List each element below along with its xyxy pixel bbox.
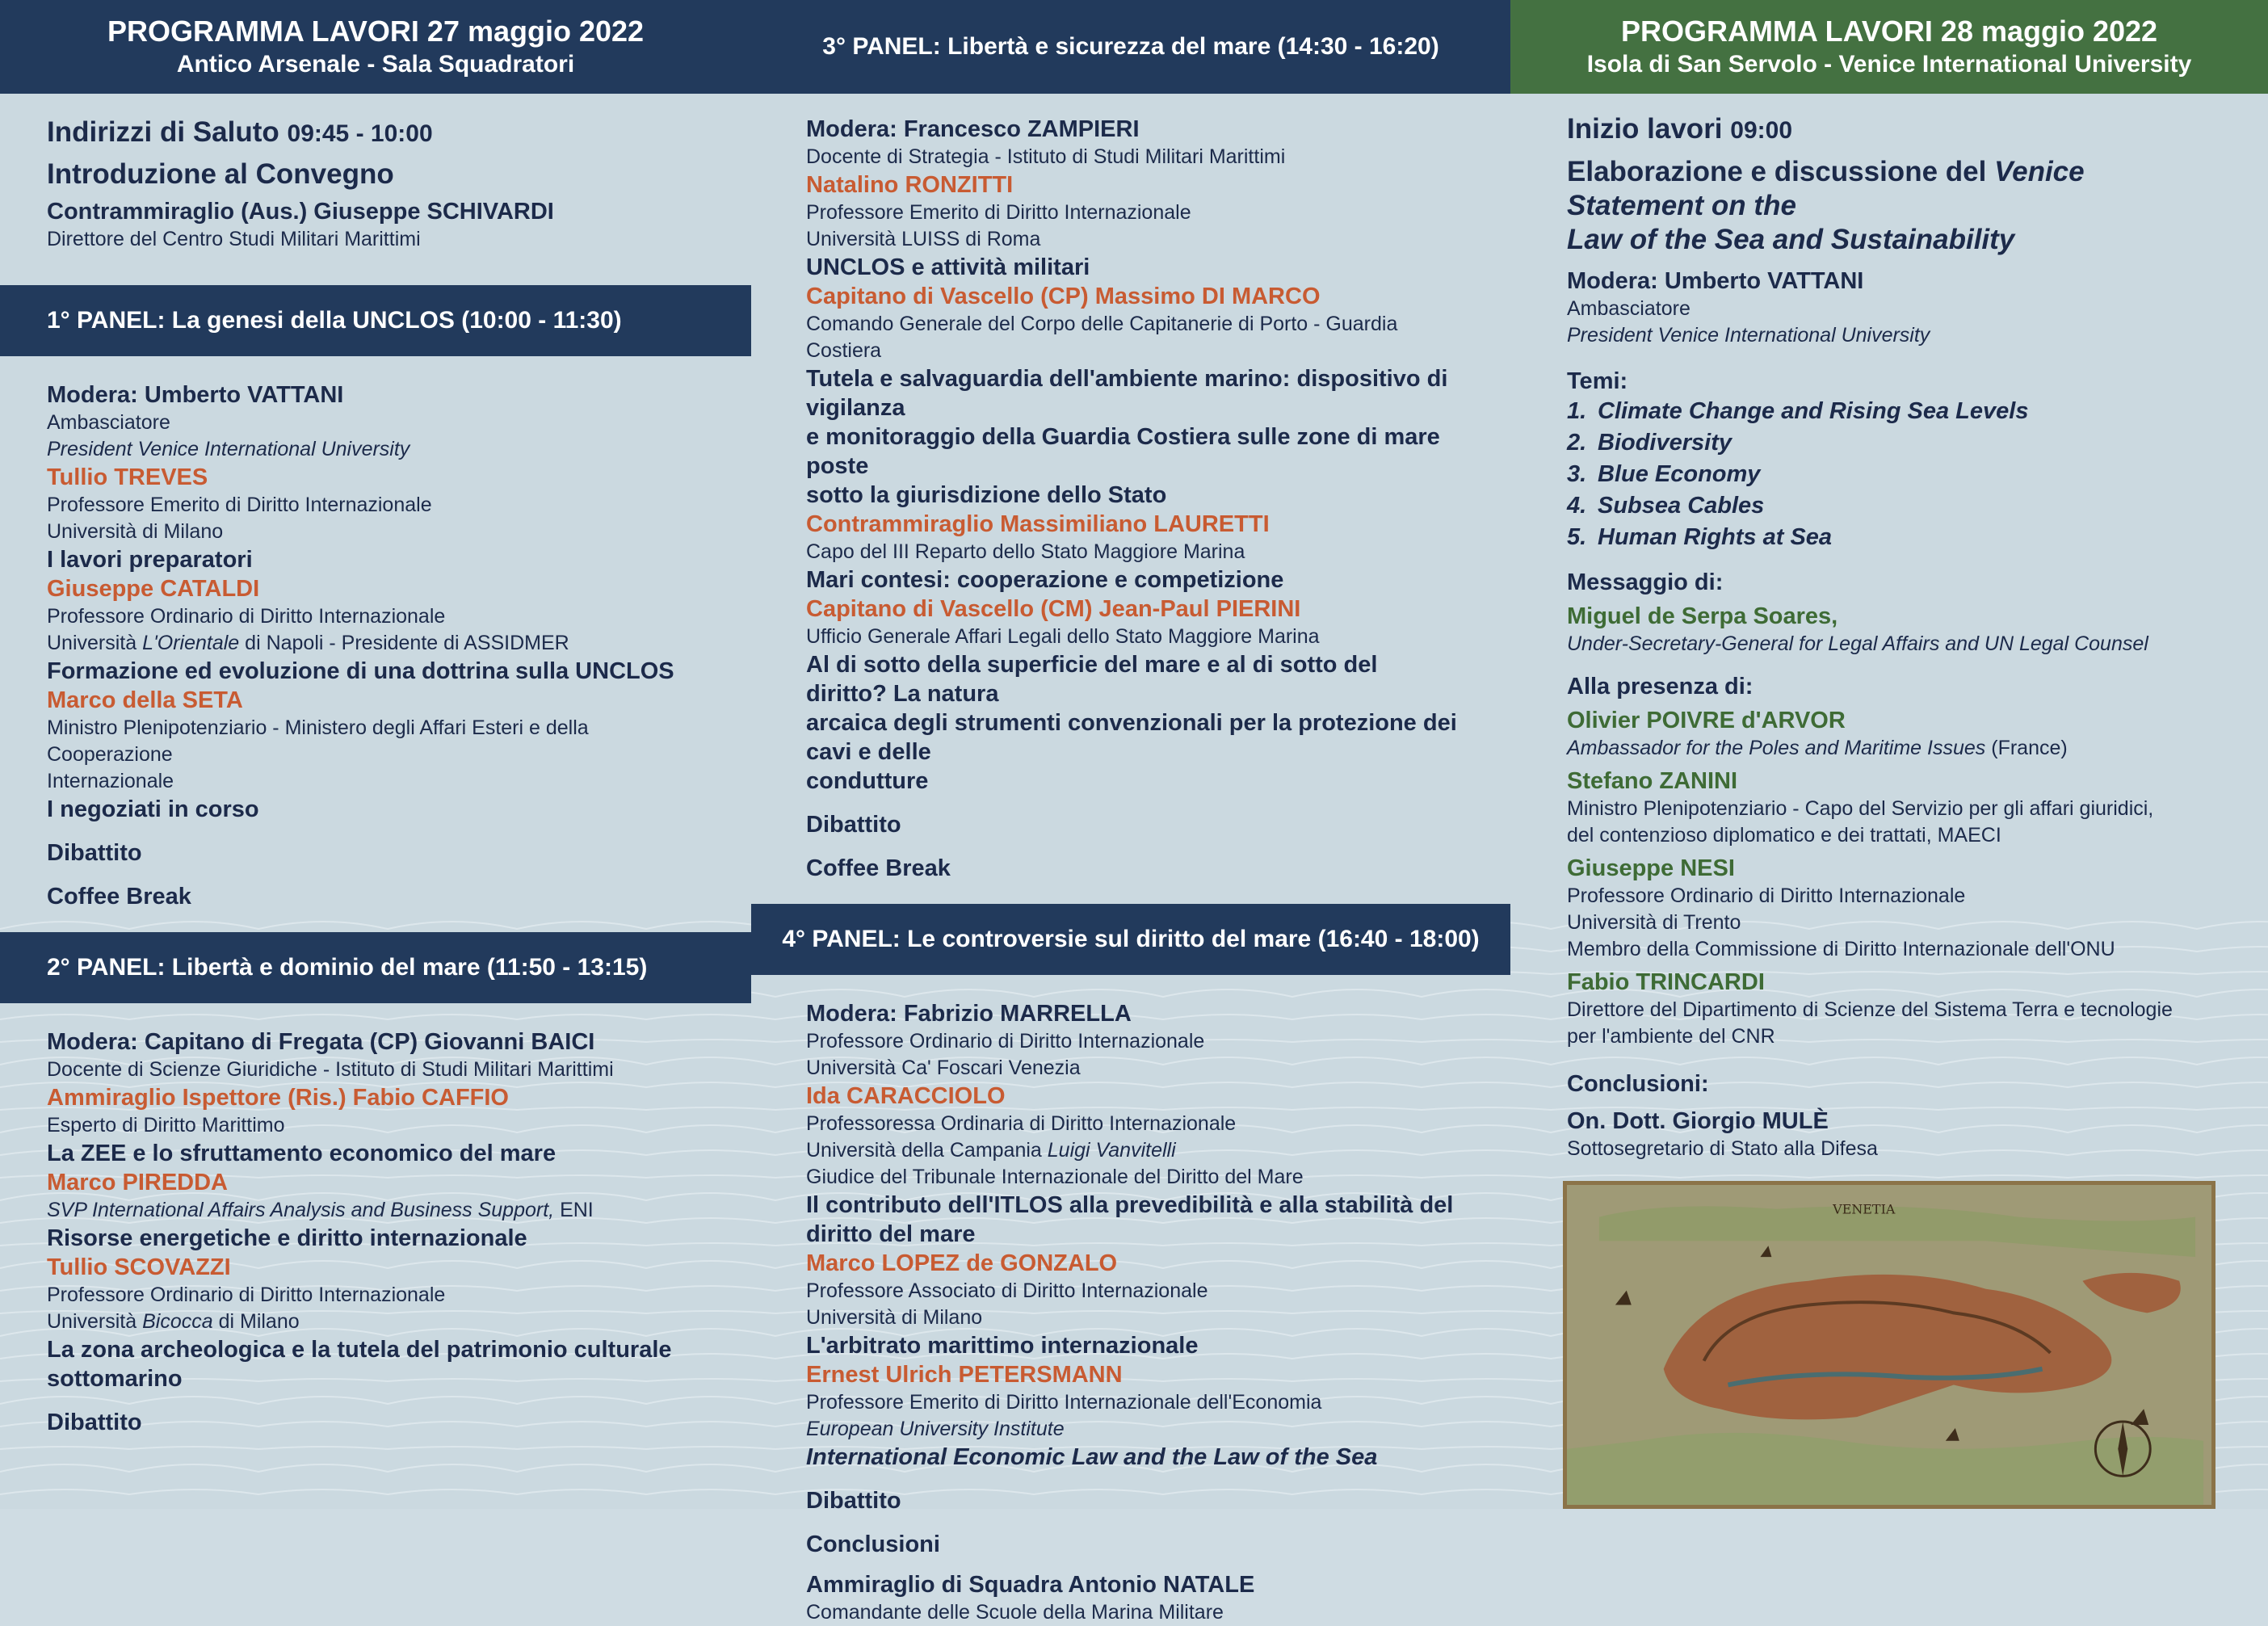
saluto-heading: Indirizzi di Saluto 09:45 - 10:00 [47, 116, 433, 148]
map-label: VENETIA [1833, 1201, 1896, 1217]
column-day1 [0, 0, 751, 1509]
speaker-role: Professore Ordinario di Diritto Internazionale [47, 1284, 446, 1306]
panel2-moderator: Modera: Capitano di Fregata (CP) Giovanni BAICI [47, 1029, 595, 1055]
speaker-role: Professore Emerito di Diritto Internazionale dell'Economia [806, 1391, 1322, 1414]
speaker-affiliation: Università LUISS di Roma [806, 228, 1041, 250]
speaker-role-line2: per l'ambiente del CNR [1567, 1025, 1775, 1048]
speaker-name: Ammiraglio Ispettore (Ris.) Fabio CAFFIO [47, 1085, 509, 1111]
theme-item: 3. Blue Economy [1567, 461, 1761, 487]
speaker-role: Esperto di Diritto Marittimo [47, 1114, 285, 1137]
closing-speaker-role: Comandante delle Scuole della Marina Militare [806, 1601, 1224, 1624]
theme-item: 2. Biodiversity [1567, 430, 1732, 456]
speaker-role-line2: del contenzioso diplomatico e dei trattati, MAECI [1567, 824, 2001, 847]
panel4-title: 4° PANEL: Le controversie sul diritto del mare (16:40 - 18:00) [751, 904, 1510, 975]
talk-title: I lavori preparatori [47, 547, 253, 573]
intro-speaker: Contrammiraglio (Aus.) Giuseppe SCHIVARDI [47, 199, 554, 225]
panel1-dibattito: Dibattito [47, 840, 142, 866]
theme-item: 5. Human Rights at Sea [1567, 524, 1833, 550]
panel3-header [751, 0, 1510, 94]
panel4-dibattito: Dibattito [806, 1488, 901, 1514]
panel3-moderator: Modera: Francesco ZAMPIERI [806, 116, 1140, 142]
speaker-name: Stefano ZANINI [1567, 768, 1738, 794]
speaker-name: Fabio TRINCARDI [1567, 969, 1765, 995]
speaker-affiliation: Università della Campania Luigi Vanvitelli [806, 1139, 1176, 1162]
day1-header-venue: Antico Arsenale - Sala Squadratori [176, 51, 575, 78]
speaker-role: Ambassador for the Poles and Maritime Issues (France) [1567, 737, 2068, 759]
panel2-moderator-role: Docente di Scienze Giuridiche - Istituto di Studi Militari Marittimi [47, 1058, 614, 1081]
day2-moderator-org: President Venice International University [1567, 324, 1930, 347]
messaggio-label: Messaggio di: [1567, 569, 1724, 595]
talk-title: Risorse energetiche e diritto internazionale [47, 1225, 527, 1251]
speaker-name: Giuseppe CATALDI [47, 576, 260, 602]
day2-header [1510, 0, 2268, 94]
talk-title: Il contributo dell'ITLOS alla prevedibilità e alla stabilità del diritto del mare [806, 1192, 1454, 1247]
talk-title: I negoziati in corso [47, 796, 259, 822]
talk-title: UNCLOS e attività militari [806, 254, 1090, 280]
elaborazione-heading: Elaborazione e discussione del Venice Statement on the Law of the Sea and Sustainability [1567, 156, 2085, 255]
day2-moderator-role: Ambasciatore [1567, 297, 1690, 320]
speaker-role: Comando Generale del Corpo delle Capitanerie di Porto - Guardia Costiera [806, 313, 1398, 362]
speaker-affiliation: Università L'Orientale di Napoli - Presidente di ASSIDMER [47, 632, 569, 654]
day2-moderator: Modera: Umberto VATTANI [1567, 268, 1864, 294]
panel4-moderator: Modera: Fabrizio MARRELLA [806, 1001, 1132, 1027]
closing-speaker: Ammiraglio di Squadra Antonio NATALE [806, 1572, 1255, 1598]
talk-title-line2: arcaica degli strumenti convenzionali per la protezione dei cavi e delle [806, 710, 1457, 765]
speaker-role: Professore Ordinario di Diritto Internazionale [1567, 884, 1966, 907]
intro-heading: Introduzione al Convegno [47, 158, 394, 190]
closing-speaker: On. Dott. Giorgio MULÈ [1567, 1108, 1829, 1134]
speaker-name: Tullio TREVES [47, 464, 208, 490]
panel3-moderator-role: Docente di Strategia - Istituto di Studi Militari Marittimi [806, 145, 1286, 168]
speaker-role: Professore Emerito di Diritto Internazionale [47, 494, 432, 516]
panel4-moderator-affiliation: Università Ca' Foscari Venezia [806, 1057, 1081, 1079]
speaker-role: Professore Ordinario di Diritto Internazionale [47, 605, 446, 628]
speaker-role: Direttore del Dipartimento di Scienze del Sistema Terra e tecnologie [1567, 998, 2173, 1021]
speaker-role-extra: Membro della Commissione di Diritto Internazionale dell'ONU [1567, 938, 2115, 960]
theme-item: 4. Subsea Cables [1567, 493, 1765, 519]
talk-title-line3: sotto la giurisdizione dello Stato [806, 482, 1167, 508]
day2-header-venue: Isola di San Servolo - Venice International University [1586, 51, 2192, 78]
speaker-affiliation: Internazionale [47, 770, 174, 792]
speaker-role: SVP International Affairs Analysis and Business Support, ENI [47, 1199, 594, 1221]
speaker-name: Olivier POIVRE d'ARVOR [1567, 708, 1846, 733]
speaker-affiliation: Università di Milano [806, 1306, 983, 1329]
panel2-title: 2° PANEL: Libertà e dominio del mare (11:50 - 13:15) [0, 932, 751, 1003]
speaker-affiliation: Università di Trento [1567, 911, 1741, 934]
speaker-name: Miguel de Serpa Soares, [1567, 603, 1838, 629]
panel4-conclusioni: Conclusioni [806, 1531, 940, 1557]
speaker-name: Natalino RONZITTI [806, 172, 1014, 198]
speaker-name: Ernest Ulrich PETERSMANN [806, 1362, 1123, 1388]
speaker-name: Marco LOPEZ de GONZALO [806, 1250, 1118, 1276]
speaker-role: Ufficio Generale Affari Legali dello Stato Maggiore Marina [806, 625, 1320, 648]
talk-title-line1: Tutela e salvaguardia dell'ambiente marino: dispositivo di vigilanza [806, 366, 1448, 421]
talk-title: Mari contesi: cooperazione e competizione [806, 567, 1284, 593]
talk-title-line1: Al di sotto della superficie del mare e al di sotto del diritto? La natura [806, 652, 1378, 707]
panel1-moderator: Modera: Umberto VATTANI [47, 382, 344, 408]
intro-speaker-role: Direttore del Centro Studi Militari Marittimi [47, 228, 421, 250]
talk-title: Formazione ed evoluzione di una dottrina sulla UNCLOS [47, 658, 674, 684]
panel1-moderator-org: President Venice International University [47, 438, 410, 460]
speaker-affiliation: Università Bicocca di Milano [47, 1310, 300, 1333]
speaker-role: Under-Secretary-General for Legal Affairs and UN Legal Counsel [1567, 632, 2148, 655]
talk-title: La ZEE e lo sfruttamento economico del mare [47, 1141, 556, 1166]
panel3-title: 3° PANEL: Libertà e sicurezza del mare (14:30 - 16:20) [822, 33, 1439, 60]
talk-title: International Economic Law and the Law of the Sea [806, 1444, 1378, 1470]
day2-conclusioni-label: Conclusioni: [1567, 1071, 1709, 1097]
day1-header [0, 0, 751, 94]
speaker-name: Contrammiraglio Massimiliano LAURETTI [806, 511, 1270, 537]
talk-title: L'arbitrato marittimo internazionale [806, 1333, 1199, 1359]
speaker-role: Ministro Plenipotenziario - Capo del Servizio per gli affari giuridici, [1567, 797, 2154, 820]
speaker-name: Capitano di Vascello (CP) Massimo DI MARCO [806, 284, 1321, 309]
temi-label: Temi: [1567, 368, 1628, 394]
theme-item: 1. Climate Change and Rising Sea Levels [1567, 398, 2029, 424]
speaker-affiliation: Università di Milano [47, 520, 224, 543]
speaker-role: Professore Associato di Diritto Internazionale [806, 1279, 1208, 1302]
panel1-title: 1° PANEL: La genesi della UNCLOS (10:00 - 11:30) [0, 285, 751, 356]
speaker-role-extra: Giudice del Tribunale Internazionale del Diritto del Mare [806, 1166, 1304, 1188]
inizio-heading: Inizio lavori 09:00 [1567, 113, 1793, 145]
talk-title: La zona archeologica e la tutela del patrimonio culturale sottomarino [47, 1337, 672, 1392]
venice-map-image [1563, 1181, 2216, 1509]
presenza-label: Alla presenza di: [1567, 674, 1754, 700]
day2-header-title: PROGRAMMA LAVORI 28 maggio 2022 [1620, 15, 2158, 48]
speaker-role: Ministro Plenipotenziario - Ministero degli Affari Esteri e della Cooperazione [47, 716, 589, 766]
panel3-dibattito: Dibattito [806, 812, 901, 838]
panel3-coffee-break: Coffee Break [806, 855, 951, 881]
speaker-role: Professoressa Ordinaria di Diritto Internazionale [806, 1112, 1237, 1135]
speaker-name: Tullio SCOVAZZI [47, 1254, 231, 1280]
column-day1-afternoon [751, 0, 1510, 1624]
closing-speaker-role: Sottosegretario di Stato alla Difesa [1567, 1137, 1878, 1160]
panel4-moderator-role: Professore Ordinario di Diritto Internazionale [806, 1030, 1205, 1052]
panel1-moderator-role: Ambasciatore [47, 411, 170, 434]
speaker-role: Capo del III Reparto dello Stato Maggiore Marina [806, 540, 1245, 563]
speaker-role: Professore Emerito di Diritto Internazionale [806, 201, 1191, 224]
panel2-dibattito: Dibattito [47, 1410, 142, 1435]
speaker-name: Capitano di Vascello (CM) Jean-Paul PIERINI [806, 596, 1301, 622]
talk-title-line2: e monitoraggio della Guardia Costiera sulle zone di mare poste [806, 424, 1440, 479]
speaker-name: Marco PIREDDA [47, 1170, 228, 1195]
panel1-coffee-break: Coffee Break [47, 884, 191, 910]
speaker-name: Marco della SETA [47, 687, 243, 713]
talk-title-line3: condutture [806, 768, 929, 794]
speaker-affiliation: European University Institute [806, 1418, 1065, 1440]
speaker-name: Ida CARACCIOLO [806, 1083, 1006, 1109]
speaker-name: Giuseppe NESI [1567, 855, 1735, 881]
day1-header-title: PROGRAMMA LAVORI 27 maggio 2022 [107, 15, 645, 48]
